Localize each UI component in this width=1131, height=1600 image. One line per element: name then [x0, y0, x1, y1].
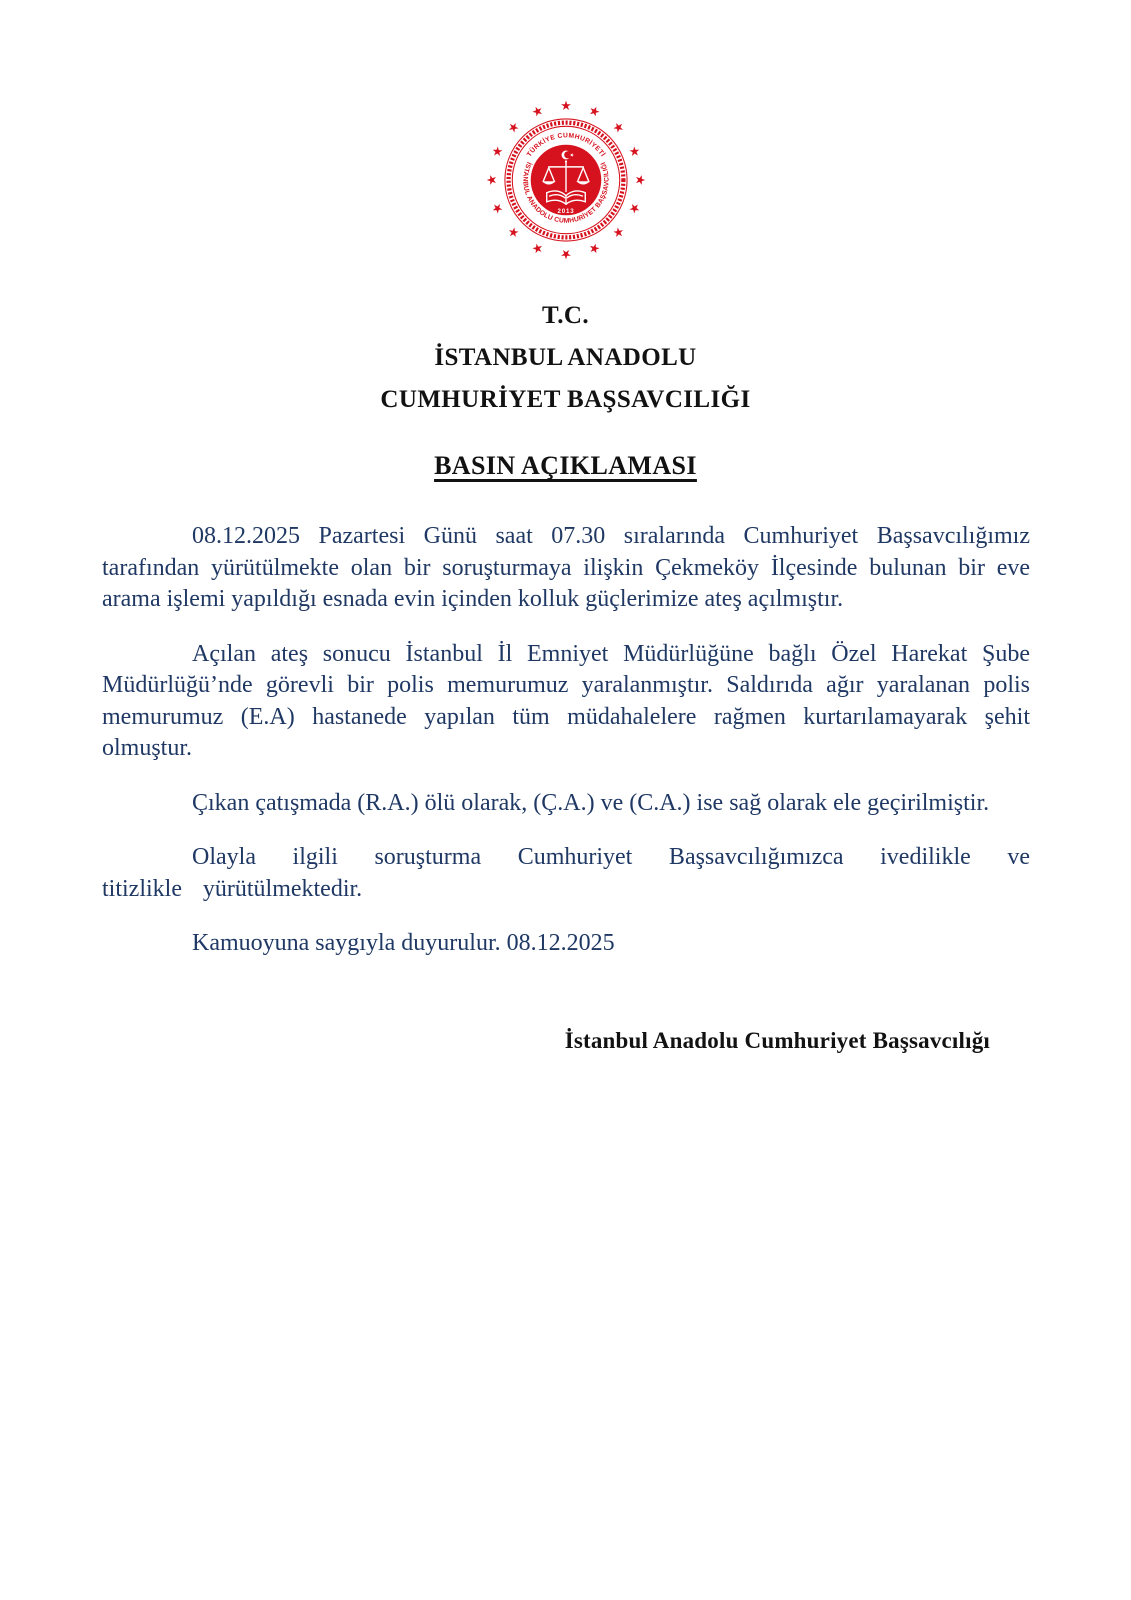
seal-bottom-text: İSTANBUL ANADOLU CUMHURİYET BAŞSAVCILIĞI	[520, 160, 611, 225]
paragraph-5: Kamuoyuna saygıyla duyurulur. 08.12.2025	[192, 930, 615, 956]
prosecutor-office-seal-icon	[484, 98, 648, 262]
letterhead-line-office: CUMHURİYET BAŞSAVCILIĞI	[380, 386, 751, 413]
paragraph-1: 08.12.2025 Pazartesi Günü saat 07.30 sıralarında Cumhuriyet Başsavcılığımız tarafından yürütülmekte olan bir soruşturmaya ilişkin Çekmeköy İlçesinde bulunan bir eve arama işlemi yapıldığı esnada evin içinden kolluk güçlerimize ateş açılmıştır.	[102, 523, 1030, 612]
letterhead-line-tc: T.C.	[542, 302, 589, 329]
emblem-container	[0, 0, 1131, 267]
document-body	[102, 521, 1030, 960]
letterhead-line-city: İSTANBUL ANADOLU	[434, 344, 697, 371]
paragraph-3: Çıkan çatışmada (R.A.) ölü olarak, (Ç.A.) ve (C.A.) ise sağ olarak ele geçirilmiştir.	[192, 789, 990, 816]
seal-year-text: 2013	[557, 207, 574, 215]
seal-top-text: TÜRKİYE CUMHURİYETİ	[525, 132, 606, 159]
signature: İstanbul Anadolu Cumhuriyet Başsavcılığı	[564, 1027, 990, 1053]
paragraph-4: Olayla ilgili soruşturma Cumhuriyet Başsavcılığımızca ivedilikle ve titizlikle yürütülmektedir.	[102, 844, 1030, 902]
document-title: BASIN AÇIKLAMASI	[434, 451, 697, 480]
letterhead	[0, 295, 1131, 421]
paragraph-2: Açılan ateş sonucu İstanbul İl Emniyet Müdürlüğüne bağlı Özel Harekat Şube Müdürlüğü’nde görevli bir polis memurumuz yaralanmıştır. Saldırıda ağır yaralanan polis memurumuz (E.A) hastanede yapılan tüm müdahalelere rağmen kurtarılamayarak şehit olmuştur.	[102, 640, 1030, 761]
document-title-row	[0, 451, 1131, 481]
